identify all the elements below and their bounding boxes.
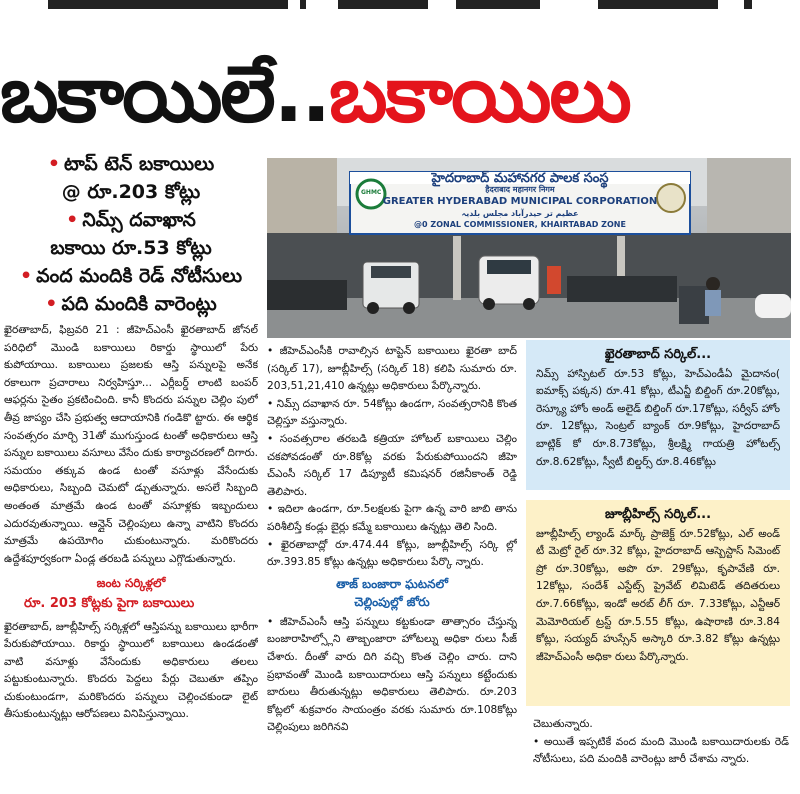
highlights xyxy=(0,150,262,318)
highlight-item: • పది మందికి వారెంట్లు xyxy=(45,293,217,315)
highlight-item: @ రూ.203 కోట్లు xyxy=(61,181,201,203)
highlight-item: • వంద మందికి రెడ్ నోటీసులు xyxy=(19,265,243,287)
board-line-zone: @0 ZONAL COMMISSIONER, KHAIRTABAD ZONE xyxy=(414,220,626,229)
ghmc-logo: GHMC xyxy=(361,189,382,196)
article-paragraph: చెబుతున్నారు. xyxy=(533,718,593,730)
article-paragraph: • నిమ్స్ దవాఖాన రూ. 54కోట్లు ఉండగా, సంవత్సరానికి కొంత చెల్లిస్తూ వస్తున్నారు. xyxy=(267,397,517,428)
article-paragraph: • ఖైరతాబాద్లో రూ.474.44 కోట్లు, జూబ్లీహిల్స్ సర్కి ల్లో రూ.393.85 కోట్లు ఉన్నట్లు అధికారులు పేర్కొ న్నారు. xyxy=(267,538,517,569)
highlight-item: • టాప్ టెన్ బకాయిలు xyxy=(47,153,215,175)
khairatabad-circle-box xyxy=(526,340,790,490)
article-middle-column xyxy=(267,343,517,793)
box-title: జూబ్లీహిల్స్ సర్కిల్... xyxy=(604,507,712,522)
article-paragraph: • జీహెచ్ఎంసీకి రావాల్సిన టాప్టెన్ బకాయిలు ఖైరతా బాద్ (సర్కిల్ 17), జూబ్లీహిల్స్ (సర్కిల్ 18) కలిపి సుమారు రూ. 203,51,21,410 ఉన్నట్లు అధికారులు పేర్కొన్నారు. xyxy=(267,345,517,393)
article-paragraph: • ఇదిలా ఉండగా, రూ.5లక్షలకు పైగా ఉన్న వారి జాబి తాను పరిశీలిస్తే కండ్లు బైర్లు కమ్మే బకాయిలు ఉన్నట్లు తెలి సింది. xyxy=(267,503,517,533)
subheading: రూ. 203 కోట్లకు పైగా బకాయిలు xyxy=(24,595,195,611)
board-line-urdu: عظیم تر حیدرآباد مجلس بلدیہ xyxy=(461,209,579,218)
article-intro: ఖైరతాబాద్, ఫిబ్రవరి 21 : జీహెచ్ఎంసీ ఖైరతాబాద్ జోనల్ పరిధిలో మొండి బకాయిలు రికార్డు స్థాయిలో పేరు కుపోయాయి. బకాయిలు ప్రజలకు ఆస్తి పన్నులపై అనేక రకాలుగా ప్రచారాలు నిర్వహిస్తూ... ఎర్లీబర్డ్ లాంటి బంపర్ ఆఫర్లను సైతం ప్రకటించింది. కానీ కొందరు పన్నుల చెల్లిం పులో తీవ్ర జాప్యం చేసి ప్రభుత్వ ఆదాయానికి గండికొ ట్టారు. ఈ ఆర్థిక సంవత్సరం మార్చి 31తో ముగుస్తుండ టంతో అధికారులు ఆస్తి పన్నుల బకాయిలు వసూలు వేసేం దుకు కార్యాచరణలో దిగారు. సమయం తక్కువ ఉండ టంతో వసూళ్లు వేసేందుకు అధికారులు, సిబ్బంది చెమటో డ్చుతున్నారు. అసలే సిబ్బంది అంతంత మాత్రమే ఉండ టంతో వసూళ్లకు ఇబ్బందులు ఎదురవుతున్నాయి. ఆన్లైన్ చెల్లింపులు ఉన్నా వాటిని కొందరు మాత్రమే ఉపయోగిం చుకుంటున్నారు. మరికొందరు ఉద్దేశపూర్వకంగా ఏండ్ల తరబడి పన్నులు ఎగ్గొడుతున్నారు. xyxy=(4,324,258,565)
board-line-english: GREATER HYDERABAD MUNICIPAL CORPORATION xyxy=(382,196,658,207)
highlight-item: బకాయి రూ.53 కోట్లు xyxy=(50,237,212,259)
article-paragraph: • జీహెచ్ఎంసీ ఆస్తి పన్నులు కట్టకుండా తాత్సారం చేస్తున్న బంజారాహిల్స్లోని తాజ్బంజారా హోటల్ను అధికా రులు సీజ్ చేశారు. దీంతో వారు దిగి వచ్చి కొంత చెల్లిం చారు. దాని ప్రభావంతో మొండి బకాయిదారులు ఆస్తి పన్నులు కట్టేందుకు బారులు తీరుతున్నట్లు అధికారులు తెలిపారు. రూ.203 కోట్లలో శుక్రవారం సాయంత్రం వరకు సుమారు రూ.108కోట్లు చెల్లింపులు జరిగినవి xyxy=(267,615,517,734)
office-board xyxy=(350,172,690,234)
jubilee-hills-circle-box xyxy=(526,500,790,706)
board-line-hindi: हैदराबाद महानगर निगम xyxy=(485,185,555,194)
article-left-column xyxy=(4,322,258,792)
box-text: జూబ్లీహిల్స్ ల్యాండ్ మార్క్ ప్రాజెక్ట్ రూ.52కోట్లు, ఎల్ అండ్ టీ మెట్రో రైల్ రూ.32 కోట్లు, హైదరాబాద్ ఆస్బెస్టాస్ సిమెంట్ ప్రో రూ.30కోట్లు, అపొ రూ. 29కోట్లు, కృపావేణి రూ. 12కోట్లు, సందేశ్ ఎస్టేట్స్ ప్రైవేట్ లిమిటెడ్ తదితరులు రూ.7.66కోట్లు, ఇండో అరబ్ లీగ్ రూ. 7.33కోట్లు, ఎన్టీఆర్ మెమోరియల్ ట్రస్ట్ రూ.5.55 కోట్లు, ఉషారాణి రూ.3.84 కోట్లు, సయ్యద్ హుస్సేన్ అస్కారి రూ.3.82 కోట్లు ఉన్నట్లు జీహెచ్ఎంసీ అధికా రులు పేర్కొన్నారు. xyxy=(536,527,780,663)
box-text: నిమ్స్ హాస్పిటల్ రూ.53 కోట్లు, హెచ్ఎండీఏ మైదానం( ఐమాక్స్ పక్కన) రూ.41 కోట్లు, టీఎన్జీ బిల్డింగ్ రూ.20కోట్లు, రెస్క్యూ హోం అండ్ అలైడ్ బిల్డింగ్ రూ.17కోట్లు, సర్వీస్ హోం రూ. 12కోట్లు, సెంట్రల్ బ్యాంక్ రూ.9కోట్లు, హైదరాబాద్ బాట్లిక్ కో రూ.8.73కోట్లు, శ్రీలక్ష్మి గాయత్రి హోటల్స్ రూ.8.62కోట్లు, స్వీటీ బిల్డర్స్ రూ.8.46కోట్లు xyxy=(536,367,780,468)
ghmc-office-photo xyxy=(267,158,791,338)
article-right-column xyxy=(533,716,789,794)
board-line-telugu: హైదరాబాద్ మహానగర పాలక సంస్థ xyxy=(431,171,609,186)
box-title: ఖైరతాబాద్ సర్కిల్... xyxy=(604,347,712,362)
headline xyxy=(0,46,800,144)
headline-separator: .. xyxy=(273,50,330,140)
article-paragraph: • అయితే ఇప్పటికే వంద మంది మొండి బకాయిదారులకు రెడ్ నోటీసులు, పది మందికి వారెంట్లు జారీ చేశామ న్నారు. xyxy=(533,735,789,766)
article-paragraph: • సంవత్సరాల తరబడి కత్రియా హోటల్ బకాయిలు చెల్లిం చకపోవడంతో రూ.8కోట్ల వరకు పేరుకుపోయిందని జీహె చ్ఎంసీ సర్కిల్ 17 డిప్యూటీ కమిషనర్ రజినీకాంత్ రెడ్డి తెలిపారు. xyxy=(267,432,517,498)
article-paragraph: ఖైరతాబాద్, జూబ్లీహిల్స్ సర్కిళ్లలో ఆస్తిపన్ను బకాయిలు భారీగా పేరుకుపోయాయి. రికార్డు స్థాయిలో బకాయిలు ఉండడంతో వాటి వసూళ్లు వేసేందుకు అధికారులు తలలు పట్టుకుంటున్నారు. కొందరు పెద్దలు పేర్లు చెబుతూ తప్పిం చుకుంటుండగా, మరికొందరు పన్నులు చెల్లించకుండా లైట్ తీసుకుంటున్నట్లు ఆరోపణలు వినిపిస్తున్నాయి. xyxy=(4,620,258,721)
highlight-item: • నిమ్స్ దవాఖాన xyxy=(66,209,196,231)
subheading: జంట సర్కిళ్లలో xyxy=(96,576,166,591)
previous-page-strip xyxy=(0,0,800,10)
subheading: తాజ్ బంజారా ఘటనలో xyxy=(336,576,448,591)
headline-part2: బకాయిలు xyxy=(329,50,630,140)
headline-part1: బకాయిలే xyxy=(0,50,274,140)
subheading: చెల్లింపుల్లో జోరు xyxy=(354,594,430,609)
